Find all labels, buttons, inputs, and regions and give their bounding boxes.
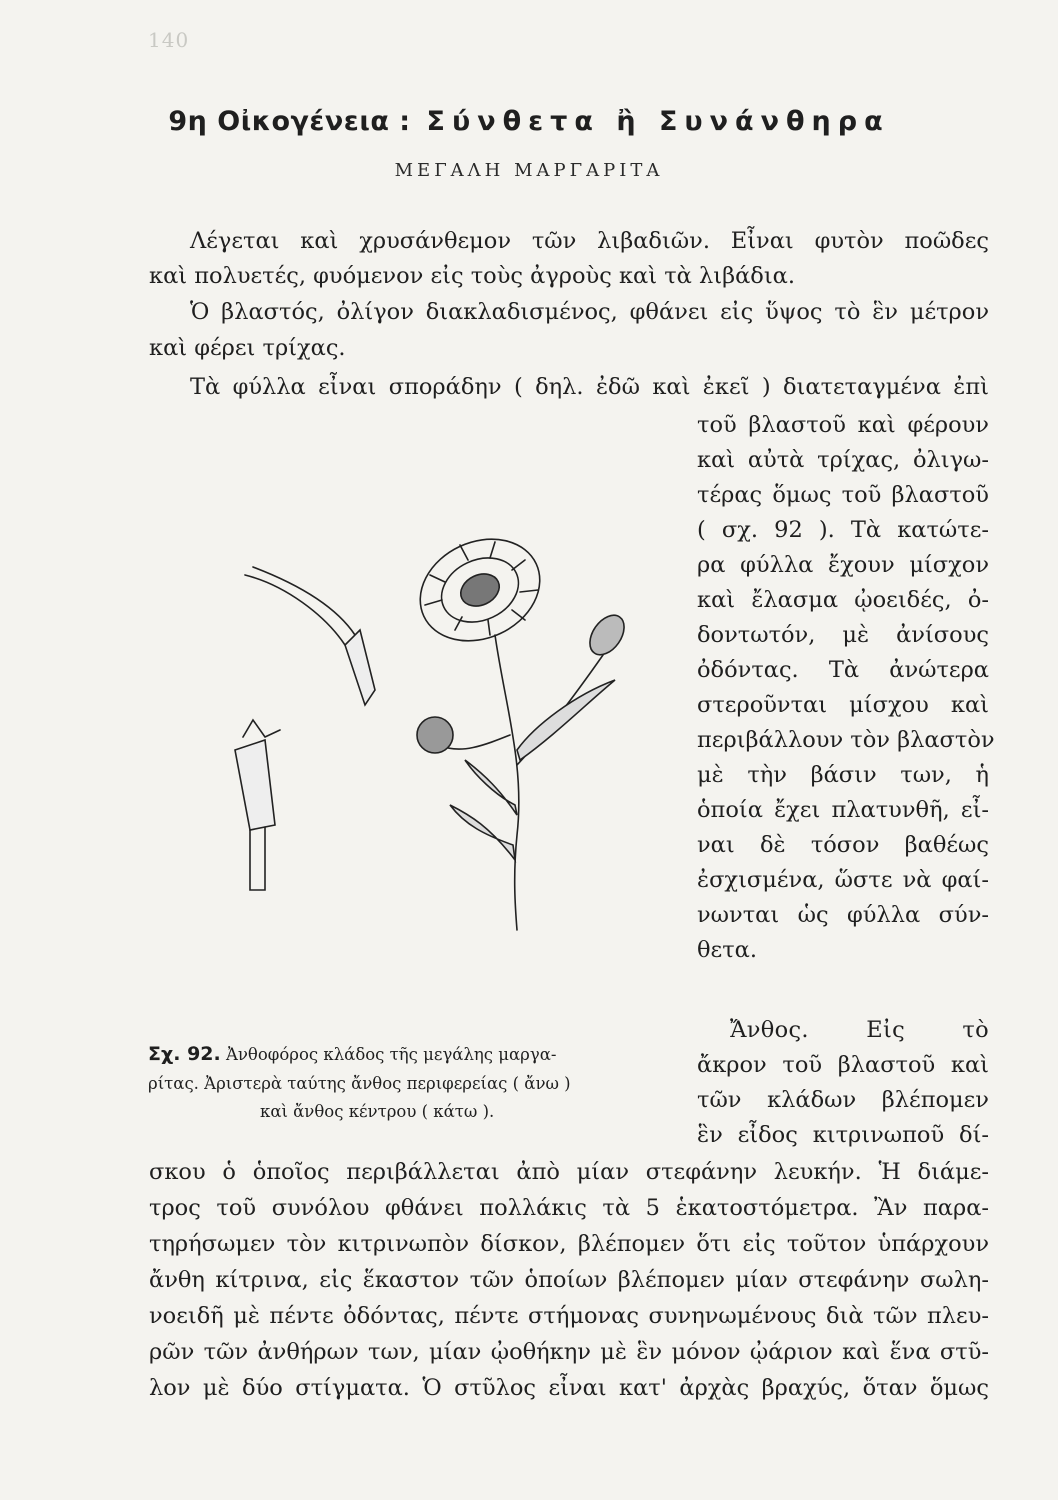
text-line: νωνται ὡς φύλλα σύν- xyxy=(697,902,989,928)
text-line: Ὁ βλαστός, ὀλίγον διακλαδισμένος, φθάνει εἰς ὕψος τὸ ἓν μέτρον xyxy=(190,299,989,325)
text-line: καὶ φέρει τρίχας. xyxy=(149,335,346,361)
figure-caption-line: καὶ ἄνθος κέντρου ( κάτω ). xyxy=(260,1102,495,1121)
family-name: Σύνθετα ἢ Συνάνθηρα xyxy=(426,106,890,137)
text-line: λον μὲ δύο στίγματα. Ὁ στῦλος εἶναι κατ' ἀρχὰς βραχύς, ὅταν ὅμως xyxy=(149,1375,989,1401)
text-line: ἐσχισμένα, ὥστε νὰ φαί- xyxy=(697,867,989,893)
text-line: ρα φύλλα ἔχουν μίσχον xyxy=(697,552,989,578)
text-line: Ἄνθος. Εἰς τὸ xyxy=(730,1017,989,1043)
text-line: Λέγεται καὶ χρυσάνθεμον τῶν λιβαδιῶν. Εἶναι φυτὸν ποῶδες xyxy=(190,228,989,254)
lower-leaf xyxy=(450,805,515,860)
daisy-illustration xyxy=(225,505,655,935)
disc-floret xyxy=(235,720,280,890)
text-line: Τὰ φύλλα εἶναι σποράδην ( δηλ. ἐδῶ καὶ ἐκεῖ ) διατεταγμένα ἐπὶ xyxy=(190,374,989,400)
text-line: σκου ὁ ὁποῖος περιβάλλεται ἀπὸ μίαν στεφάνην λευκήν. Ἡ διάμε- xyxy=(149,1159,989,1185)
caption-text: Ἀνθοφόρος κλάδος τῆς μεγάλης μαργα- xyxy=(225,1045,557,1064)
text-line: τέρας ὅμως τοῦ βλαστοῦ xyxy=(697,482,989,508)
chapter-label: 9η Οἰκογένεια : xyxy=(168,106,411,137)
upper-leaf xyxy=(517,680,615,760)
chapter-title xyxy=(0,106,1058,137)
ray-flower xyxy=(245,567,375,705)
text-line: ὁποία ἔχει πλατυνθῆ, εἶ- xyxy=(697,797,989,823)
text-line: καὶ αὐτὰ τρίχας, ὀλιγω- xyxy=(697,447,989,473)
text-line: ρῶν τῶν ἀνθήρων των, μίαν ᾠοθήκην μὲ ἓν μόνον ᾠάριον καὶ ἕνα στῦ- xyxy=(149,1339,989,1365)
text-line: ( σχ. 92 ). Τὰ κατώτε- xyxy=(697,517,989,543)
text-line: νοειδῆ μὲ πέντε ὀδόντας, πέντε στήμονας συνηνωμένους διὰ τῶν πλευ- xyxy=(149,1303,989,1329)
figure-caption-line xyxy=(148,1040,556,1069)
text-line: δοντωτόν, μὲ ἀνίσους xyxy=(697,622,989,648)
text-line: καὶ ἔλασμα ᾠοειδές, ὀ- xyxy=(697,587,989,613)
text-line: τηρήσωμεν τὸν κιτρινωπὸν δίσκον, βλέπομεν ὅτι εἰς τοῦτον ὑπάρχουν xyxy=(149,1231,989,1257)
disc-head xyxy=(417,717,453,753)
text-line: ἓν εἶδος κιτρινωποῦ δί- xyxy=(697,1122,989,1148)
text-line: τῶν κλάδων βλέπομεν xyxy=(697,1087,989,1113)
figure-caption-line: ρίτας. Ἀριστερὰ ταύτης ἄνθος περιφερείας ( ἄνω ) xyxy=(148,1074,571,1093)
text-line: τρος τοῦ συνόλου φθάνει πολλάκις τὰ 5 ἑκατοστόμετρα. Ἂν παρα- xyxy=(149,1195,989,1221)
text-line: περιβάλλουν τὸν βλαστὸν xyxy=(697,727,995,753)
text-line: θετα. xyxy=(697,937,757,963)
text-line: τοῦ βλαστοῦ καὶ φέρουν xyxy=(697,412,989,438)
text-line: στεροῦνται μίσχου καὶ xyxy=(697,692,989,718)
text-line: ἄνθη κίτρινα, εἰς ἕκαστον τῶν ὁποίων βλέπομεν μίαν στεφάνην σωλη- xyxy=(149,1267,989,1293)
section-subtitle: ΜΕΓΑΛΗ ΜΑΡΓΑΡΙΤΑ xyxy=(394,160,664,181)
flower-head xyxy=(404,520,557,659)
text-line: ὀδόντας. Τὰ ἀνώτερα xyxy=(697,657,989,683)
middle-leaf xyxy=(465,760,517,815)
main-stem xyxy=(495,635,519,930)
text-line: καὶ πολυετές, φυόμενον εἰς τοὺς ἀγροὺς καὶ τὰ λιβάδια. xyxy=(149,263,796,289)
page-number: 140 xyxy=(148,28,190,52)
text-line: μὲ τὴν βάσιν των, ἡ xyxy=(697,762,989,788)
bud xyxy=(583,609,631,661)
text-line: ἄκρον τοῦ βλαστοῦ καὶ xyxy=(697,1052,989,1078)
figure-label: Σχ. 92. xyxy=(148,1043,221,1065)
text-line: ναι δὲ τόσον βαθέως xyxy=(697,832,989,858)
